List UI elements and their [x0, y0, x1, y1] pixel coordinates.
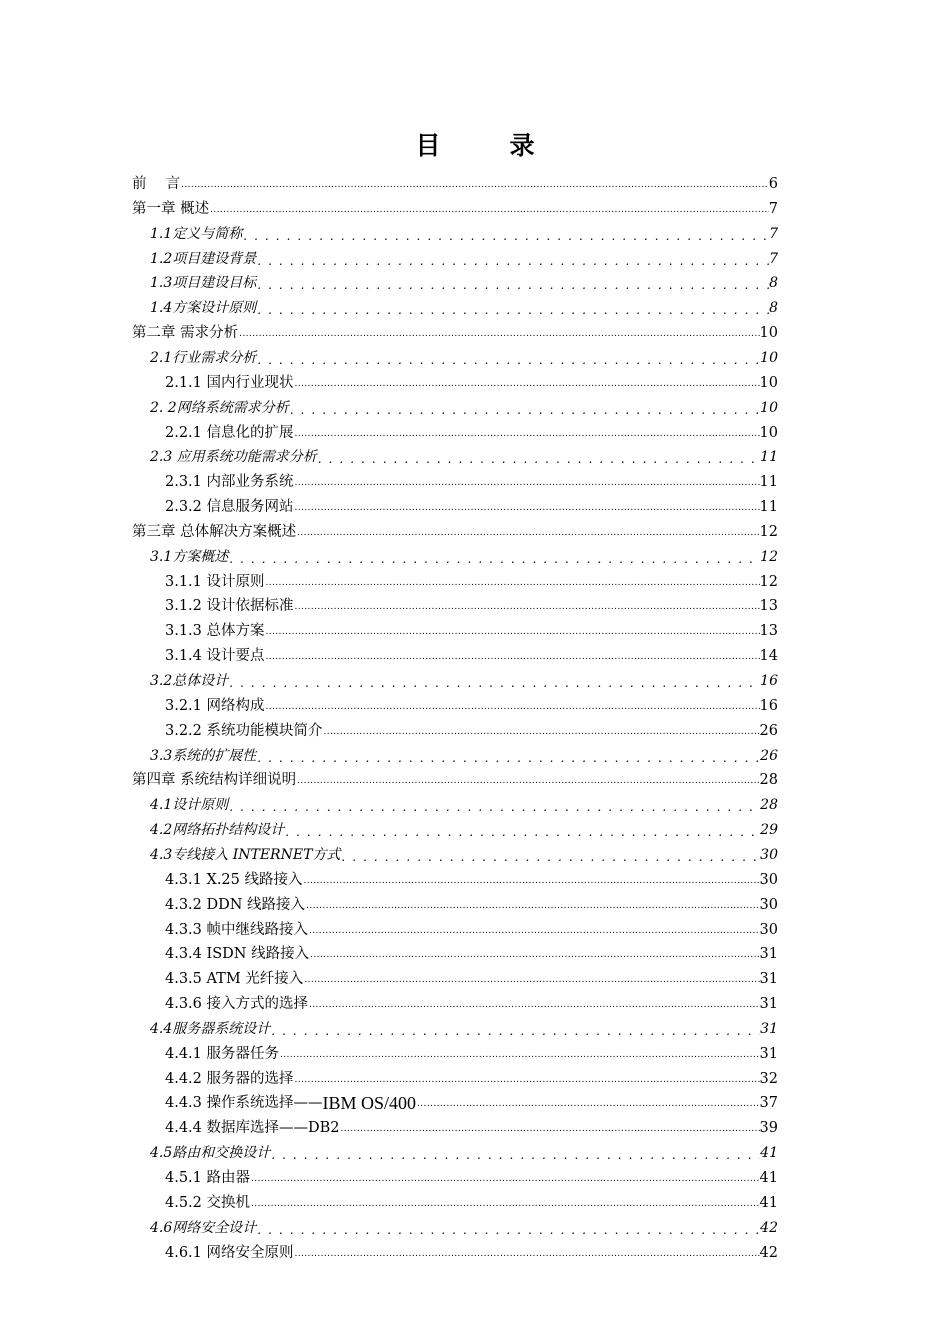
toc-page-number: 41	[759, 1194, 778, 1211]
dot-leader	[250, 1168, 760, 1188]
dot-leader	[340, 1118, 760, 1138]
toc-entry-label: 4.3.5 ATM 光纤接入	[165, 971, 304, 988]
dot-leader	[228, 547, 760, 567]
dot-leader	[340, 845, 760, 865]
toc-entry[interactable]	[165, 617, 778, 641]
toc-entry[interactable]	[165, 940, 778, 964]
toc-page-number: 31	[759, 971, 778, 988]
toc-page-number: 28	[759, 772, 778, 789]
page-title: 目 录	[415, 131, 557, 160]
toc-page-number: 10	[759, 424, 778, 441]
toc-entry-label: 2.3 应用系统功能需求分析	[150, 449, 317, 466]
toc-entry-label: 2.3.2 信息服务网站	[165, 499, 294, 516]
toc-entry[interactable]	[165, 592, 778, 616]
toc-page-number: 30	[759, 896, 778, 913]
toc-page-number: 6	[768, 176, 778, 192]
toc-entry[interactable]	[165, 692, 778, 716]
toc-entry[interactable]	[165, 493, 778, 517]
toc-page-number: 32	[759, 1070, 778, 1087]
toc-entry[interactable]	[132, 195, 778, 219]
toc-entry-label: 4.3.6 接入方式的选择	[165, 996, 309, 1013]
toc-entry-label: 3.1.2 设计依据标准	[165, 598, 294, 615]
toc-page-number: 10	[760, 349, 778, 366]
toc-entry[interactable]	[150, 667, 778, 691]
dot-leader	[256, 273, 769, 293]
toc-entry-label: 1.2项目建设背景	[150, 250, 257, 267]
dot-leader	[294, 497, 760, 517]
dot-leader	[308, 994, 760, 1014]
toc-entry-label: 4.4.2 服务器的选择	[165, 1070, 294, 1087]
toc-entry-label-highlight: IBM OS/400	[322, 1093, 417, 1114]
toc-page-number: 11	[759, 499, 778, 516]
toc-page-number: 30	[759, 921, 778, 938]
dot-leader	[317, 447, 760, 467]
dot-leader	[256, 298, 769, 318]
toc-entry-label: 4.5.2 交换机	[165, 1194, 251, 1211]
dot-leader	[228, 671, 760, 691]
dot-leader	[284, 820, 760, 840]
toc-page-number: 8	[769, 300, 778, 317]
toc-entry[interactable]	[165, 965, 778, 989]
toc-entry[interactable]	[150, 245, 778, 269]
toc-page-number: 37	[759, 1095, 778, 1112]
toc-entry[interactable]	[150, 220, 778, 244]
toc-entry[interactable]	[150, 1214, 778, 1238]
toc-entry-label: 4.5.1 路由器	[165, 1170, 251, 1186]
toc-page-number: 10	[759, 374, 778, 391]
toc-page-number: 7	[768, 200, 778, 217]
dot-leader	[238, 323, 759, 343]
toc-entry[interactable]	[165, 568, 778, 592]
dot-leader	[265, 696, 760, 716]
dot-leader	[296, 770, 759, 790]
toc-entry[interactable]	[132, 766, 778, 790]
toc-entry-label: 2. 2网络系统需求分析	[150, 399, 289, 416]
dot-leader	[256, 1218, 760, 1238]
dot-leader	[256, 348, 760, 368]
toc-entry[interactable]	[150, 269, 778, 293]
dot-leader	[303, 870, 760, 890]
toc-entry[interactable]	[165, 1189, 778, 1213]
toc-entry-label: 4.4服务器系统设计	[150, 1020, 271, 1037]
toc-entry-label: 4.6网络安全设计	[150, 1219, 257, 1236]
toc-page-number: 26	[760, 747, 778, 764]
toc-entry-label: 4.3.4 ISDN 线路接入	[165, 946, 310, 963]
toc-page-number: 30	[760, 846, 778, 863]
toc-entry[interactable]	[165, 1065, 778, 1089]
toc-entry[interactable]	[150, 816, 778, 840]
dot-leader	[294, 423, 760, 443]
dot-leader	[209, 199, 769, 219]
dot-leader	[296, 522, 759, 542]
toc-page-number: 42	[759, 1244, 778, 1261]
toc-entry-label: 3.2.2 系统功能模块简介	[165, 722, 323, 739]
toc-page-number: 30	[759, 871, 778, 888]
toc-page-number: 14	[759, 648, 778, 665]
toc-entry-label: 4.3.2 DDN 线路接入	[165, 896, 306, 913]
toc-page-number: 31	[759, 1045, 778, 1062]
toc-page-number: 31	[759, 996, 778, 1013]
toc-entry-label: 第一章 概述	[132, 200, 210, 217]
toc-page-number: 12	[759, 523, 778, 540]
toc-entry[interactable]	[150, 394, 778, 418]
toc-entry[interactable]	[165, 916, 778, 940]
dot-leader	[294, 373, 760, 393]
toc-entry-label: 1.1定义与简称	[150, 225, 243, 242]
toc-entry-label: 3.2总体设计	[150, 673, 229, 689]
toc-entry-label: 3.2.1 网络构成	[165, 697, 265, 714]
dot-leader	[308, 920, 760, 940]
toc-entry-label: 4.4.1 服务器任务	[165, 1045, 280, 1062]
toc-entry-label: 1.4方案设计原则	[150, 300, 257, 317]
toc-entry[interactable]	[150, 841, 778, 865]
toc-page-number: 31	[759, 946, 778, 963]
toc-entry-label: 4.6.1 网络安全原则	[165, 1244, 294, 1261]
toc-page-number: 29	[760, 822, 778, 839]
toc-entry[interactable]	[165, 642, 778, 666]
toc-entry-label: 前 言	[132, 176, 181, 192]
toc-entry-label: 第四章 系统结构详细说明	[132, 772, 297, 789]
toc-page-number: 41	[759, 1170, 778, 1186]
toc-page-number: 28	[760, 797, 778, 814]
toc-entry[interactable]	[165, 1114, 778, 1138]
toc-entry-label: 2.1行业需求分析	[150, 349, 257, 366]
toc-page-number: 41	[760, 1145, 778, 1162]
toc-page-number: 10	[759, 325, 778, 342]
toc-entry[interactable]	[150, 1015, 778, 1039]
dot-leader	[256, 249, 769, 269]
toc-entry[interactable]	[165, 1239, 778, 1263]
toc-entry[interactable]	[165, 369, 778, 393]
toc-entry-label: 1.3项目建设目标	[150, 275, 257, 292]
dot-leader	[294, 1069, 760, 1089]
toc-page-number: 12	[759, 573, 778, 590]
dot-leader	[289, 398, 760, 418]
toc-entry[interactable]	[150, 791, 778, 815]
dot-leader	[279, 1044, 760, 1064]
toc-page-number: 42	[760, 1219, 778, 1236]
toc-entry-label: 3.1.3 总体方案	[165, 623, 265, 640]
toc-page-number: 7	[769, 225, 778, 242]
dot-leader	[228, 795, 760, 815]
dot-leader	[270, 1143, 760, 1163]
dot-leader	[180, 174, 769, 194]
dot-leader	[265, 621, 760, 641]
toc-entry[interactable]	[150, 742, 778, 766]
dot-leader	[309, 944, 759, 964]
toc-entry[interactable]	[165, 1089, 778, 1113]
dot-leader	[270, 1019, 760, 1039]
toc-page-number: 39	[759, 1120, 778, 1137]
toc-entry-label: 2.2.1 信息化的扩展	[165, 424, 294, 441]
toc-entry-label: 4.4.4 数据库选择——DB2	[165, 1120, 340, 1137]
toc-entry[interactable]	[150, 443, 778, 467]
toc-entry-label: 4.3.3 帧中继线路接入	[165, 921, 309, 938]
toc-entry[interactable]	[132, 518, 778, 542]
toc-entry-label: 4.3.1 X.25 线路接入	[165, 871, 303, 888]
toc-entry-label: 3.1.4 设计要点	[165, 648, 265, 665]
toc-entry-label: 第二章 需求分析	[132, 325, 239, 342]
toc-page-number: 11	[759, 474, 778, 491]
toc-entry[interactable]	[165, 866, 778, 890]
toc-entry-label: 4.1设计原则	[150, 797, 229, 814]
toc-entry-label: 3.1方案概述	[150, 548, 229, 565]
dot-leader	[305, 895, 759, 915]
toc-entry-label: 4.5路由和交换设计	[150, 1145, 271, 1162]
dot-leader	[265, 646, 760, 666]
toc-page-number: 31	[760, 1020, 778, 1037]
toc-entry-label: 2.3.1 内部业务系统	[165, 474, 294, 491]
dot-leader	[294, 596, 760, 616]
toc-entry-label: 第三章 总体解决方案概述	[132, 523, 297, 540]
dot-leader	[256, 746, 760, 766]
toc-entry[interactable]	[132, 319, 778, 343]
toc-entry-label: 4.4.3 操作系统选择——	[165, 1095, 323, 1112]
toc-entry[interactable]	[165, 1164, 778, 1188]
toc-page-number: 16	[760, 673, 778, 689]
toc-page-number: 7	[769, 250, 778, 267]
dot-leader	[294, 1243, 760, 1263]
dot-leader	[303, 969, 759, 989]
toc-entry-label: 3.1.1 设计原则	[165, 573, 265, 590]
toc-entry-label: 3.3系统的扩展性	[150, 747, 257, 764]
toc-entry-label: 2.1.1 国内行业现状	[165, 374, 294, 391]
dot-leader	[250, 1193, 760, 1213]
toc-entry[interactable]	[165, 990, 778, 1014]
toc-entry[interactable]	[150, 344, 778, 368]
toc-entry-label: 4.3专线接入 INTERNET方式	[150, 846, 341, 863]
toc-entry[interactable]	[165, 1040, 778, 1064]
toc-entry[interactable]	[150, 1139, 778, 1163]
dot-leader	[323, 721, 760, 741]
toc-page-number: 26	[759, 722, 778, 739]
toc-entry[interactable]	[165, 468, 778, 492]
dot-leader	[294, 472, 760, 492]
toc-page-number: 10	[760, 399, 778, 416]
toc-page-number: 8	[769, 275, 778, 292]
toc-entry[interactable]	[165, 717, 778, 741]
toc-page-number: 13	[759, 598, 778, 615]
dot-leader	[416, 1093, 760, 1113]
toc-page-number: 12	[760, 548, 778, 565]
toc-page-number: 11	[760, 449, 778, 466]
dot-leader	[265, 572, 760, 592]
toc-entry[interactable]	[150, 294, 778, 318]
toc-page-number: 13	[759, 623, 778, 640]
toc-entry-label: 4.2网络拓扑结构设计	[150, 822, 285, 839]
toc-page-number: 16	[759, 697, 778, 714]
toc-entry[interactable]	[165, 891, 778, 915]
dot-leader	[242, 224, 769, 244]
toc-entry[interactable]	[132, 170, 778, 194]
toc-entry[interactable]	[165, 419, 778, 443]
toc-entry[interactable]	[150, 543, 778, 567]
